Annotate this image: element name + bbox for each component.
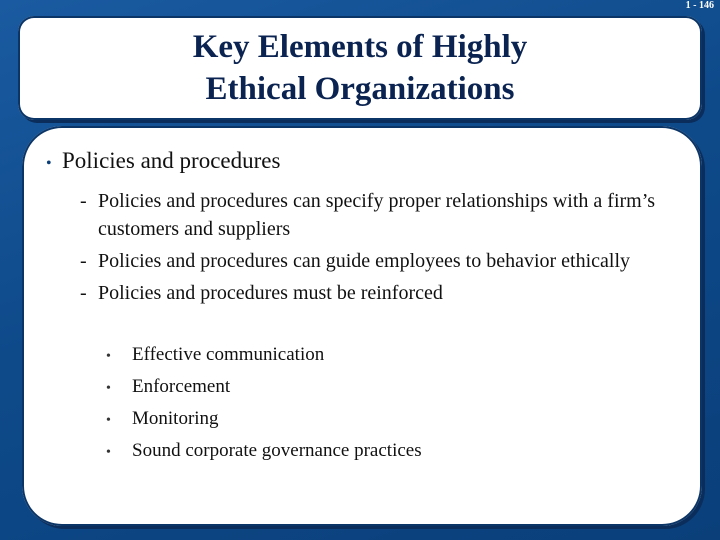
dash-icon: - — [80, 282, 87, 304]
main-bullet-text: Policies and procedures — [62, 148, 281, 173]
title-panel — [18, 16, 702, 120]
sub-sub-bullet-text: Effective communication — [132, 344, 325, 365]
sub-sub-bullet-item — [106, 372, 626, 404]
bullet-dot-icon: • — [106, 445, 111, 460]
sub-bullet-item — [80, 279, 680, 307]
slide-title-line-2: Ethical Organizations — [205, 71, 515, 107]
bullet-dot-icon: • — [106, 413, 111, 428]
sub-sub-bullet-item — [106, 404, 626, 436]
sub-bullet-item — [80, 187, 680, 243]
sub-bullet-list — [80, 187, 680, 311]
slide-title-line-1: Key Elements of Highly — [192, 29, 528, 65]
dash-icon: - — [80, 250, 87, 272]
sub-bullet-item — [80, 247, 680, 275]
bullet-dot-icon: • — [46, 155, 52, 172]
sub-sub-bullet-text: Sound corporate governance practices — [132, 440, 422, 461]
sub-sub-bullet-list — [106, 340, 626, 468]
content-panel — [22, 126, 702, 526]
dash-icon: - — [80, 190, 87, 212]
sub-sub-bullet-item — [106, 436, 626, 468]
sub-bullet-text: Policies and procedures must be reinforced — [98, 282, 443, 304]
sub-sub-bullet-item — [106, 340, 626, 372]
slide-number: 1 - 146 — [685, 0, 714, 11]
sub-sub-bullet-text: Monitoring — [132, 408, 219, 429]
bullet-dot-icon: • — [106, 381, 111, 396]
bullet-dot-icon: • — [106, 349, 111, 364]
sub-bullet-text: Policies and procedures can guide employees to behavior ethically — [98, 250, 631, 272]
sub-sub-bullet-text: Enforcement — [132, 376, 231, 397]
sub-bullet-text: Policies and procedures can specify proper relationships with a firm’s customers and suppliers — [98, 190, 656, 240]
main-bullet-item — [46, 148, 280, 174]
